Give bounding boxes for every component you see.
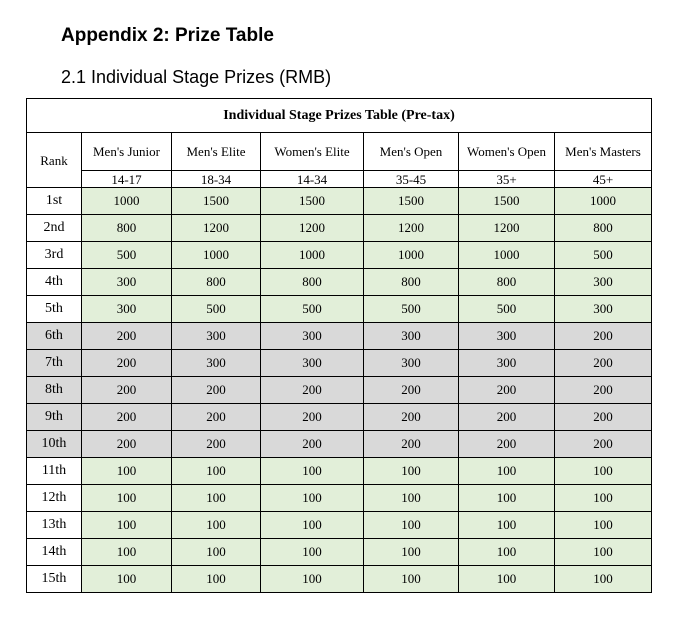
prize-cell: 100 [82,512,172,539]
table-row [27,323,652,350]
table-row [27,215,652,242]
rank-cell: 10th [27,431,82,458]
prize-cell: 200 [172,377,261,404]
table-row [27,431,652,458]
prize-cell: 1000 [459,242,555,269]
prize-cell: 100 [459,512,555,539]
table-title: Individual Stage Prizes Table (Pre-tax) [27,99,652,133]
prize-cell: 300 [364,350,459,377]
rank-cell: 7th [27,350,82,377]
prize-cell: 100 [261,458,364,485]
rank-cell: 13th [27,512,82,539]
age-range-header: 14-34 [261,171,364,188]
prize-cell: 100 [364,566,459,593]
prize-cell: 500 [364,296,459,323]
rank-cell: 15th [27,566,82,593]
table-row [27,485,652,512]
prize-cell: 300 [82,296,172,323]
rank-header: Rank [27,133,82,188]
prize-cell: 100 [82,458,172,485]
prize-cell: 100 [555,539,652,566]
prize-cell: 100 [364,539,459,566]
prize-cell: 300 [261,323,364,350]
prize-cell: 100 [172,539,261,566]
table-row [27,458,652,485]
rank-cell: 5th [27,296,82,323]
prize-cell: 200 [555,377,652,404]
rank-cell: 4th [27,269,82,296]
table-row [27,566,652,593]
table-row [27,296,652,323]
prize-cell: 100 [364,485,459,512]
rank-cell: 8th [27,377,82,404]
prize-cell: 100 [172,485,261,512]
category-header: Men's Open [364,133,459,171]
prize-cell: 300 [172,323,261,350]
prize-cell: 100 [172,458,261,485]
prize-cell: 800 [555,215,652,242]
rank-cell: 11th [27,458,82,485]
prize-cell: 300 [172,350,261,377]
prize-cell: 1000 [261,242,364,269]
prize-cell: 1200 [459,215,555,242]
prize-cell: 1000 [172,242,261,269]
category-header: Women's Elite [261,133,364,171]
prize-cell: 500 [172,296,261,323]
prize-table-body [27,188,652,593]
prize-cell: 500 [261,296,364,323]
table-row [27,377,652,404]
prize-cell: 100 [555,458,652,485]
prize-cell: 300 [459,350,555,377]
prize-cell: 200 [364,377,459,404]
prize-cell: 100 [82,485,172,512]
table-row [27,512,652,539]
prize-cell: 1000 [364,242,459,269]
prize-cell: 100 [555,485,652,512]
table-row [27,350,652,377]
prize-cell: 200 [82,323,172,350]
prize-cell: 100 [172,566,261,593]
prize-cell: 100 [261,512,364,539]
prize-table [26,98,652,593]
prize-cell: 100 [459,566,555,593]
category-header: Women's Open [459,133,555,171]
rank-cell: 6th [27,323,82,350]
prize-cell: 300 [82,269,172,296]
category-header: Men's Masters [555,133,652,171]
prize-cell: 200 [82,431,172,458]
prize-cell: 500 [555,242,652,269]
table-row [27,242,652,269]
prize-cell: 300 [459,323,555,350]
prize-cell: 100 [364,458,459,485]
rank-cell: 9th [27,404,82,431]
prize-cell: 100 [261,539,364,566]
prize-cell: 800 [82,215,172,242]
category-header: Men's Junior [82,133,172,171]
prize-cell: 100 [555,566,652,593]
prize-cell: 1200 [261,215,364,242]
rank-cell: 2nd [27,215,82,242]
age-range-header: 18-34 [172,171,261,188]
prize-cell: 100 [261,566,364,593]
rank-cell: 3rd [27,242,82,269]
prize-cell: 1500 [261,188,364,215]
prize-cell: 800 [172,269,261,296]
appendix-heading: Appendix 2: Prize Table [61,25,274,46]
prize-cell: 200 [555,350,652,377]
prize-cell: 200 [555,431,652,458]
prize-cell: 100 [261,485,364,512]
prize-cell: 800 [364,269,459,296]
prize-cell: 300 [555,296,652,323]
prize-cell: 100 [459,458,555,485]
prize-cell: 200 [459,431,555,458]
prize-cell: 1500 [364,188,459,215]
prize-cell: 200 [364,404,459,431]
age-range-header: 14-17 [82,171,172,188]
prize-cell: 300 [364,323,459,350]
prize-cell: 500 [82,242,172,269]
age-range-header: 45+ [555,171,652,188]
prize-cell: 300 [261,350,364,377]
rank-cell: 12th [27,485,82,512]
prize-cell: 1000 [555,188,652,215]
prize-cell: 200 [555,323,652,350]
prize-cell: 100 [82,566,172,593]
prize-cell: 500 [459,296,555,323]
prize-cell: 200 [82,350,172,377]
prize-cell: 200 [82,377,172,404]
prize-cell: 100 [459,485,555,512]
prize-cell: 200 [261,404,364,431]
prize-cell: 200 [172,404,261,431]
section-subheading: 2.1 Individual Stage Prizes (RMB) [61,67,332,87]
prize-cell: 1500 [459,188,555,215]
prize-cell: 800 [459,269,555,296]
prize-cell: 200 [82,404,172,431]
rank-cell: 1st [27,188,82,215]
rank-cell: 14th [27,539,82,566]
table-row [27,269,652,296]
prize-cell: 200 [555,404,652,431]
prize-cell: 200 [364,431,459,458]
prize-cell: 100 [82,539,172,566]
prize-cell: 200 [261,377,364,404]
prize-cell: 1500 [172,188,261,215]
category-header: Men's Elite [172,133,261,171]
table-row [27,539,652,566]
prize-cell: 100 [459,539,555,566]
table-row [27,188,652,215]
prize-cell: 100 [555,512,652,539]
prize-cell: 1200 [172,215,261,242]
age-range-header: 35+ [459,171,555,188]
prize-cell: 200 [261,431,364,458]
table-row [27,404,652,431]
prize-cell: 1200 [364,215,459,242]
prize-cell: 200 [459,377,555,404]
prize-cell: 800 [261,269,364,296]
prize-cell: 200 [459,404,555,431]
prize-cell: 300 [555,269,652,296]
age-range-header: 35-45 [364,171,459,188]
prize-cell: 200 [172,431,261,458]
prize-cell: 100 [172,512,261,539]
prize-cell: 100 [364,512,459,539]
prize-cell: 1000 [82,188,172,215]
